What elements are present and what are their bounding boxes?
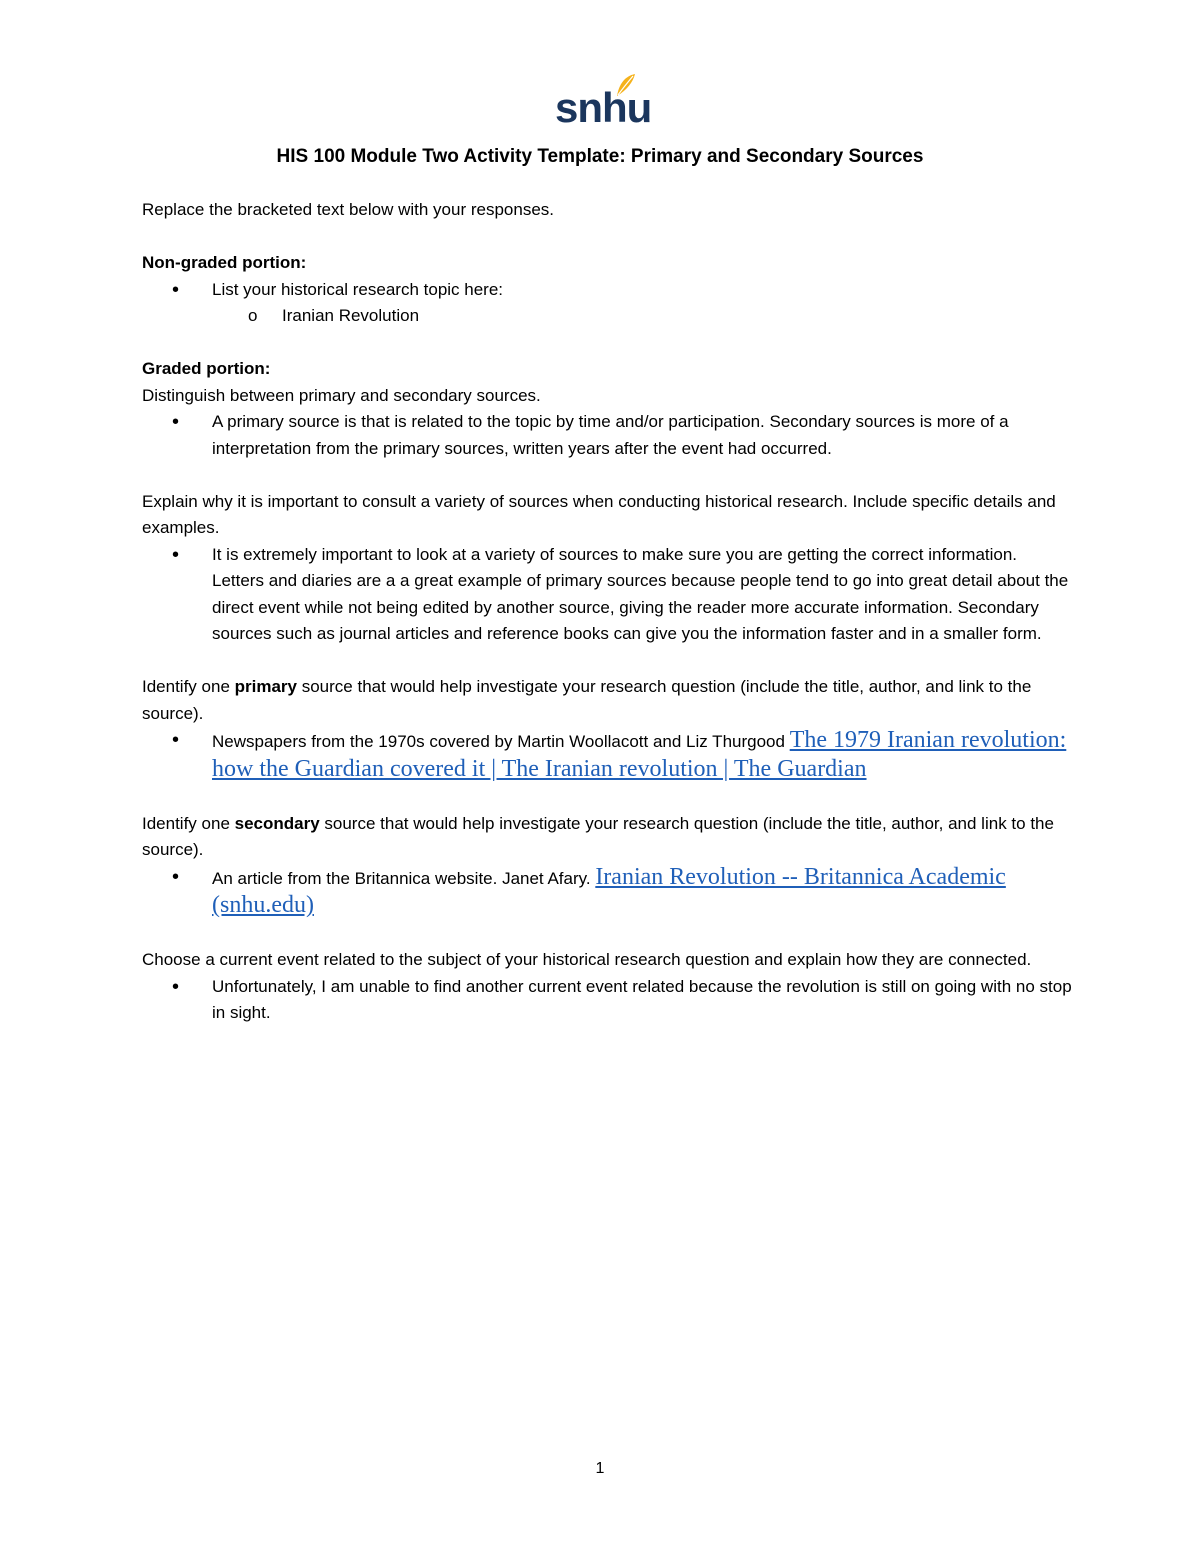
page-number: 1 [595, 1460, 605, 1477]
snhu-logo [555, 72, 652, 132]
question-4-bold: secondary [234, 813, 320, 833]
answer-4-text: An article from the Britannica website. Janet Afary. [212, 868, 596, 888]
guardian-link[interactable]: The 1979 Iranian revolution: how the Guardian covered it | The Iranian revolution | The Guardian [212, 727, 1067, 782]
topic-answer: Iranian Revolution [282, 306, 420, 325]
leaf-icon [613, 72, 637, 98]
document-title: HIS 100 Module Two Activity Template: Primary and Secondary Sources [276, 146, 924, 167]
question-1: Distinguish between primary and secondary sources. [142, 385, 541, 405]
question-2: Explain why it is important to consult a variety of sources when conducting historical research. Include specific details and examples. [142, 491, 1056, 537]
list-item [142, 542, 1072, 648]
logo-text: snhu [555, 84, 652, 131]
intro-text: Replace the bracketed text below with your responses. [142, 200, 555, 219]
list-item [142, 864, 1072, 921]
question-3-post: source that would help investigate your research question (include the title, author, and link to the source). [142, 677, 1032, 723]
question-4-pre: Identify one [142, 813, 235, 833]
topic-sub-list [142, 303, 1072, 330]
answer-2-list [142, 542, 1072, 648]
answer-5-list [142, 974, 1072, 1027]
answer-2: It is extremely important to look at a variety of sources to make sure you are getting the correct information. Letters and diaries are a a great example of primary sources because people tend to go into great detail about the direct event while not being edited by another source, giving the reader more accurate information. Secondary sources such as journal articles and reference books can give you the information faster and in a smaller form. [212, 544, 1069, 643]
list-item [142, 727, 1072, 784]
list-item [142, 277, 1072, 304]
document-body [142, 197, 1072, 1027]
question-4 [142, 811, 1072, 864]
topic-prompt: List your historical research topic here: [212, 279, 504, 299]
question-5: Choose a current event related to the subject of your historical research question and explain how they are connected. [142, 950, 1032, 969]
question-4-post: source that would help investigate your research question (include the title, author, and link to the source). [142, 813, 1054, 859]
list-item [142, 303, 1072, 330]
answer-3-text: Newspapers from the 1970s covered by Martin Woollacott and Liz Thurgood [212, 732, 790, 751]
non-graded-heading: Non-graded portion: [142, 253, 307, 272]
britannica-link[interactable]: Iranian Revolution -- Britannica Academic (snhu.edu) [212, 863, 1006, 918]
answer-1: A primary source is that is related to the topic by time and/or participation. Secondary sources is more of a interpretation from the primary sources, written years after the event had occurred. [212, 412, 1009, 458]
question-3-bold: primary [234, 677, 297, 696]
non-graded-list [142, 277, 1072, 304]
graded-heading: Graded portion: [142, 359, 271, 378]
question-3-pre: Identify one [142, 677, 235, 696]
answer-5: Unfortunately, I am unable to find another current event related because the revolution is still on going with no stop in sight. [212, 976, 1072, 1022]
list-item [142, 409, 1072, 462]
question-3 [142, 674, 1072, 727]
list-item [142, 974, 1072, 1027]
answer-1-list [142, 409, 1072, 462]
answer-4-list [142, 864, 1072, 921]
answer-3-list [142, 727, 1072, 784]
